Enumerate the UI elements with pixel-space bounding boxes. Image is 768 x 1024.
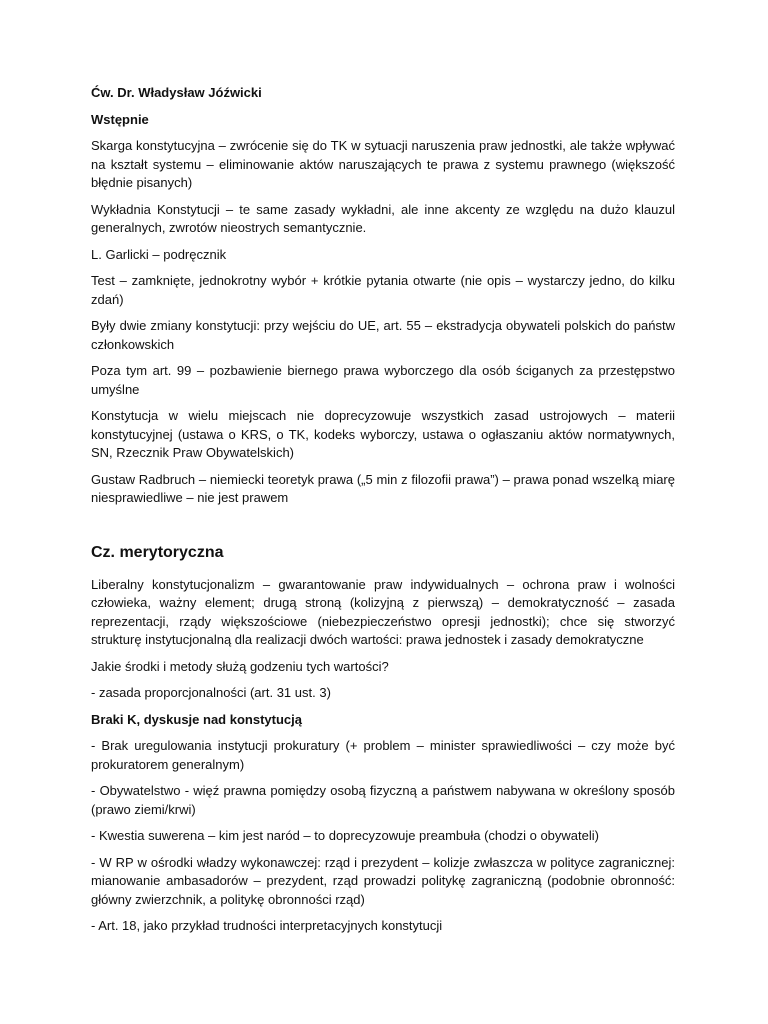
- list-item: - Obywatelstwo - więź prawna pomiędzy osobą fizyczną a państwem nabywana w określony sposób (prawo ziemi/krwi): [91, 783, 675, 817]
- list-item: - Brak uregulowania instytucji prokuratury (+ problem – minister sprawiedliwości – czy może być prokuratorem generalnym): [91, 738, 675, 772]
- list-item: - W RP w ośrodki władzy wykonawczej: rząd i prezydent – kolizje zwłaszcza w polityce zagranicznej: mianowanie ambasadorów – prezydent, rząd prowadzi politykę zagraniczną (podobnie obronność: główny zwierzchnik, a politykę obronności rząd): [91, 854, 675, 907]
- paragraph: Test – zamknięte, jednokrotny wybór + krótkie pytania otwarte (nie opis – wystarczy jedno, do kilku zdań): [91, 273, 675, 307]
- intro-heading: Wstępnie: [91, 111, 149, 127]
- paragraph: L. Garlicki – podręcznik: [91, 246, 227, 262]
- list-item: - Kwestia suwerena – kim jest naród – to doprecyzowuje preambuła (chodzi o obywateli): [91, 828, 599, 843]
- document-page: [91, 84, 675, 944]
- paragraph: Liberalny konstytucjonalizm – gwarantowanie praw indywidualnych – ochrona praw i wolności człowieka, ważny element; drugą stroną (kolizyjną z pierwszą) – demokratyczność – zasada reprezentacji, rządy większościowe (niebezpieczeństwo opresji jednostki); chce się stworzyć strukturę instytucjonalną dla realizacji dwóch wartości: prawa jednostek i zasady demokratyczne: [91, 576, 675, 647]
- paragraph: - zasada proporcjonalności (art. 31 ust. 3): [91, 685, 331, 700]
- paragraph: Wykładnia Konstytucji – te same zasady wykładni, ale inne akcenty ze względu na dużo klauzul generalnych, zwrotów nieostrych semantycznie.: [91, 201, 675, 235]
- document-title-line: Ćw. Dr. Władysław Jóźwicki: [91, 85, 262, 100]
- list-item: - Art. 18, jako przykład trudności interpretacyjnych konstytucji: [91, 918, 443, 933]
- paragraph: Jakie środki i metody służą godzeniu tych wartości?: [91, 658, 389, 674]
- section-heading: Cz. merytoryczna: [91, 543, 224, 561]
- paragraph: Poza tym art. 99 – pozbawienie biernego prawa wyborczego dla osób ściganych za przestępstwo umyślne: [91, 363, 675, 397]
- paragraph: Gustaw Radbruch – niemiecki teoretyk prawa („5 min z filozofii prawa”) – prawa ponad wszelką miarę niesprawiedliwe – nie jest prawem: [91, 471, 675, 505]
- paragraph: Konstytucja w wielu miejscach nie doprecyzowuje wszystkich zasad ustrojowych – materii konstytucyjnej (ustawa o KRS, o TK, kodeks wyborczy, ustawa o ogłaszaniu aktów normatywnych, SN, Rzecznik Praw Obywatelskich): [91, 408, 675, 460]
- subheading: Braki K, dyskusje nad konstytucją: [91, 711, 302, 727]
- paragraph: Były dwie zmiany konstytucji: przy wejściu do UE, art. 55 – ekstradycja obywateli polskich do państw członkowskich: [91, 318, 675, 352]
- paragraph: Skarga konstytucyjna – zwrócenie się do TK w sytuacji naruszenia praw jednostki, ale także wpływać na kształt systemu – eliminowanie aktów naruszających te prawa z systemu prawnego (większość błędnie pisanych): [91, 138, 675, 190]
